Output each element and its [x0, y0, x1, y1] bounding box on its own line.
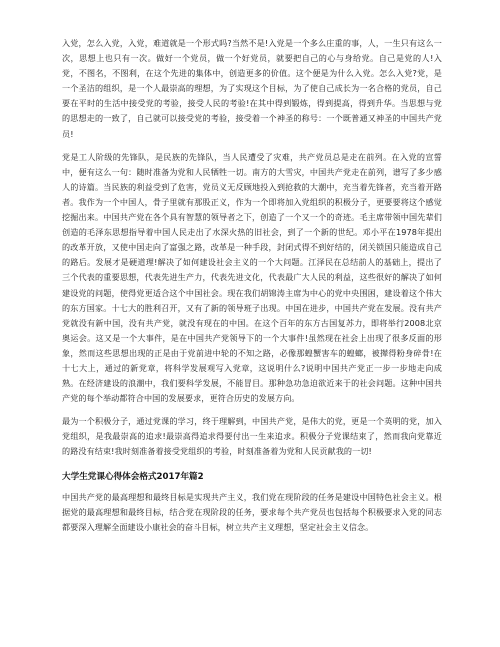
document-page — [62, 36, 442, 535]
body-paragraph-2: 党是工人阶级的先锋队，是民族的先锋队，当人民遭受了灾难，共产党员总是走在前列。在入党的宣誓中，便有这么一句：随时准备为党和人民牺牲一切。南方的大雪灾，中国共产党走在前列，谱写了多少感人的诗篇。当民族的利益受到了危害，党员义无反顾地投入到抢救的大潮中，充当着先锋者，充当着开路者。我作为一个中国人，骨子里就有那股正义，作为一个即将加入党组织的积极分子，更要要将这个感觉挖掘出来。中国共产党在各个具有智慧的领导者之下，创造了一个又一个的奇迹。毛主席带领中国先辈们创造的毛泽东思想指导着中国人民走出了水深火热的旧社会，到了一个新的世纪。邓小平在1978年提出的改革开放，又使中国走向了富强之路，改革是一种手段，封闭式得不到好结的，闭关锁国只能造成自己的路后。发展才是硬道理!解决了如何建设社会主义的一个大问题。江泽民在总结前人的基础上，提出了三个代表的重要思想，代表先进生产力，代表先进文化，代表最广大人民的利益，这些很好的解决了如何建设党的问题，使得党更适合这个中国社会。现在我们胡锦涛主席为中心的党中央围困，建设着这个伟大的东方国家。十七大的胜利召开，又有了新的领导班子出现。中国在进步，中国共产党在发展。没有共产党就没有新中国，没有共产党，就没有现在的中国。在这个百年的东方古国复苏力，即将举行2008北京奥运会。这又是一个大事件，是在中国共产党领导下的一个大事件!虽然现在社会上出现了很多反面的形象，然而这些思想出现的正是由于党前进中轮的不知之路，必像那蝗蟹害车的蝗螂，被撵得粉身碎骨!在十七大上，通过的新党章，将科学发展观写入党章，这说明什么?说明中国共产党正一步一步地走向成熟。在经济建设的浪潮中，我们要科学发展，不能冒目。那种急功急迫欲近来于的社会问题。这种中国共产党的每个举动都符合中国的发展要求，更符合历史的发展方向。 — [62, 151, 442, 404]
body-paragraph-3: 最为一个积极分子，通过党课的学习，终于理解到，中国共产党，是伟大的党，更是一个英明的党，加入党组织，是我最崇高的追求!最崇高得追求得要付出一生来追求。积极分子党课结束了，然而我向党靠近的路没有结束!我时刻准备着接受党组织的考验，时刻准备着为党和人民贡献我的一切! — [62, 416, 442, 457]
body-paragraph-1: 入党，怎么入党，入党，难道就是一个形式吗?当然不是!入党是一个多么庄重的事，人，一生只有这么一次，思想上也只有一次。做好一个党员，做一个好党员，就要把自己的心与身给党。自己是党的人!入党，不图名，不图利，在这个先进的集体中，创造更多的价值。这个便是为什么入党。怎么入党?党，是一个圣洁的组织，是一个人最崇高的理想，为了实现这个目标，为了使自己成长为一名合格的党员，自己要在平时的生活中接受党的考验，接受人民的考验!在其中得到锻炼，得到提高，得到升华。当思想与党的思想走的一致了，自己就可以接受党的考验，接受着一个神圣的称号：一个既普通又神圣的中国共产党员! — [62, 38, 442, 139]
section-title: 大学生党课心得体会格式2017年篇2 — [62, 471, 204, 482]
section-paragraph-1: 中国共产党的最高理想和最终目标是实现共产主义，我们党在现阶段的任务是建设中国特色社会主义。根据党的最高理想和最终目标，结合党在现阶段的任务，要求每个共产党员也包括每个积极要求入党的同志都要深入理解全面建设小康社会的奋斗目标，树立共产主义理想，坚定社会主义信念。 — [62, 491, 442, 532]
